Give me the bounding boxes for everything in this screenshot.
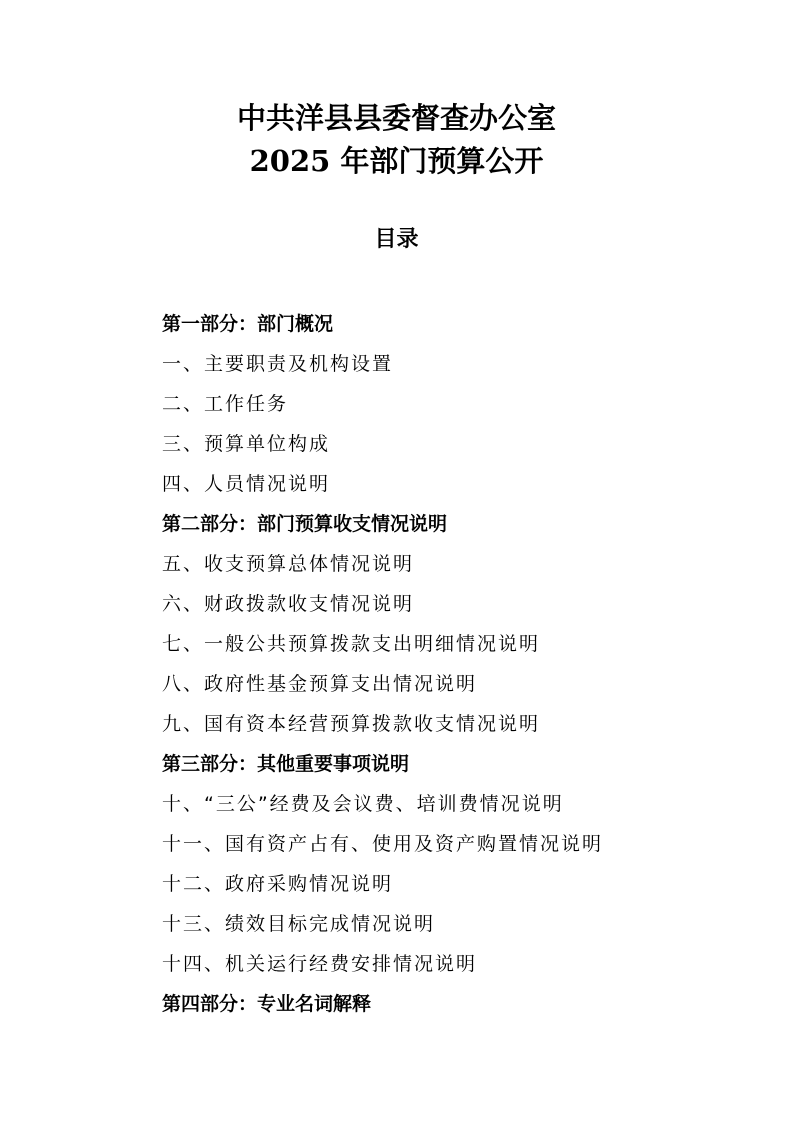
document-title-line-2: 2025 年部门预算公开: [249, 144, 544, 178]
toc-item-3: 三、预算单位构成: [162, 433, 331, 455]
document-title-line-1: 中共洋县县委督查办公室: [236, 101, 556, 135]
toc-item-5: 五、收支预算总体情况说明: [162, 553, 415, 575]
toc-part-1: 第一部分：部门概况: [162, 313, 334, 335]
toc-item-14: 十四、机关运行经费安排情况说明: [162, 953, 478, 975]
toc-item-11: 十一、国有资产占有、使用及资产购置情况说明: [162, 833, 604, 855]
toc-part-2: 第二部分：部门预算收支情况说明: [162, 513, 448, 535]
toc-item-13: 十三、绩效目标完成情况说明: [162, 913, 436, 935]
toc-item-10: 十、“三公”经费及会议费、培训费情况说明: [162, 793, 564, 815]
toc-part-3: 第三部分：其他重要事项说明: [162, 753, 410, 775]
toc-item-8: 八、政府性基金预算支出情况说明: [162, 673, 478, 695]
toc-item-9: 九、国有资本经营预算拨款收支情况说明: [162, 713, 541, 735]
toc-heading: 目录: [374, 227, 419, 252]
toc-item-1: 一、主要职责及机构设置: [162, 353, 394, 375]
toc-item-12: 十二、政府采购情况说明: [162, 873, 394, 895]
toc-part-4: 第四部分：专业名词解释: [162, 993, 372, 1015]
table-of-contents: [162, 308, 722, 1028]
toc-item-2: 二、工作任务: [162, 393, 289, 415]
toc-item-6: 六、财政拨款收支情况说明: [162, 593, 415, 615]
toc-item-7: 七、一般公共预算拨款支出明细情况说明: [162, 633, 541, 655]
toc-item-4: 四、人员情况说明: [162, 473, 331, 495]
